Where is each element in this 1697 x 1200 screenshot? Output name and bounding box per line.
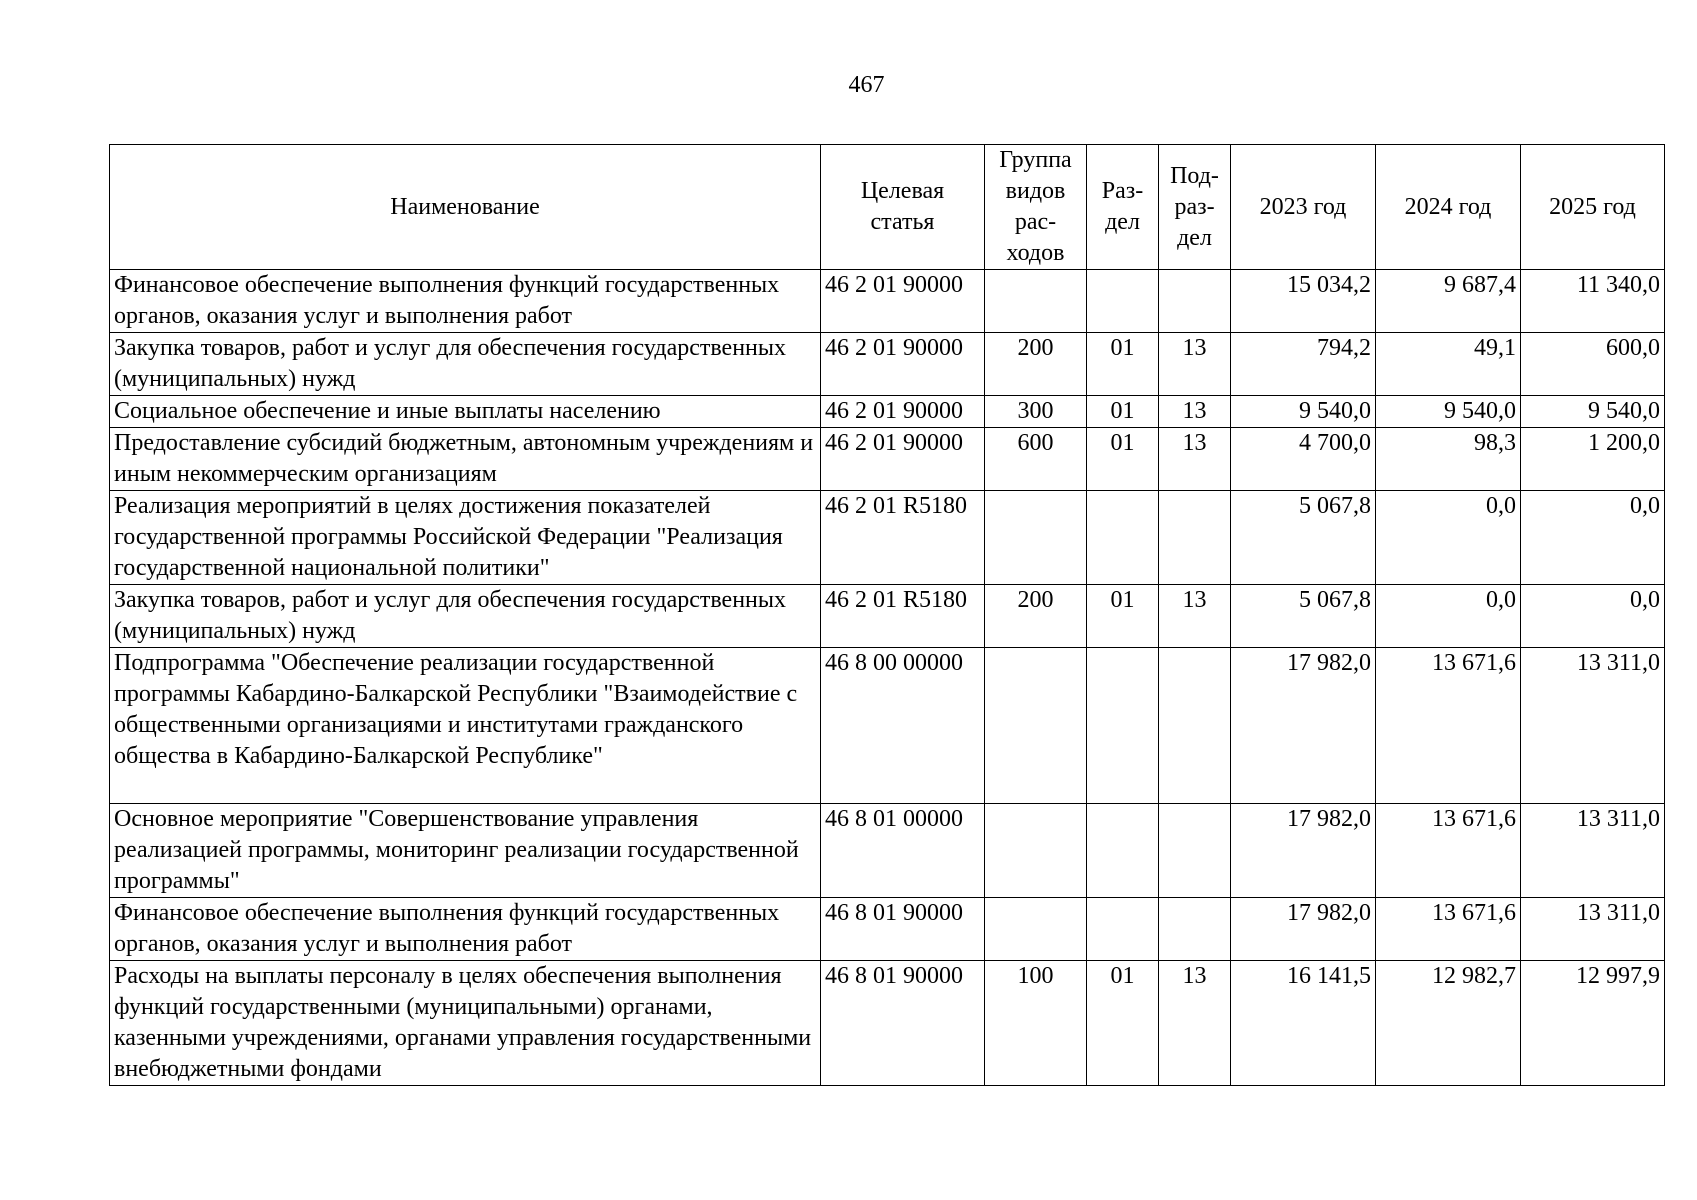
row-2025: 1 200,0 [1521,428,1665,491]
row-group [985,898,1087,961]
row-subsection [1159,648,1231,804]
row-2023: 17 982,0 [1231,648,1376,804]
row-subsection [1159,491,1231,585]
row-2024: 9 540,0 [1376,396,1521,428]
row-section [1087,898,1159,961]
row-group: 100 [985,961,1087,1086]
row-2025: 13 311,0 [1521,648,1665,804]
row-section: 01 [1087,396,1159,428]
header-expense-group: Группа видов рас- ходов [985,145,1087,270]
row-section: 01 [1087,961,1159,1086]
row-code: 46 8 00 00000 [821,648,985,804]
row-subsection: 13 [1159,428,1231,491]
row-subsection: 13 [1159,961,1231,1086]
row-name: Закупка товаров, работ и услуг для обеспечения государственных (муниципальных) нужд [110,333,821,396]
row-section: 01 [1087,585,1159,648]
row-group: 600 [985,428,1087,491]
row-group: 200 [985,333,1087,396]
table-row [110,898,1665,961]
table-row [110,585,1665,648]
row-code: 46 2 01 90000 [821,333,985,396]
row-code: 46 8 01 00000 [821,804,985,898]
row-2025: 600,0 [1521,333,1665,396]
table-row [110,270,1665,333]
row-subsection [1159,270,1231,333]
row-code: 46 2 01 R5180 [821,491,985,585]
row-subsection: 13 [1159,333,1231,396]
row-2025: 11 340,0 [1521,270,1665,333]
row-group [985,804,1087,898]
row-name: Закупка товаров, работ и услуг для обеспечения государственных (муниципальных) нужд [110,585,821,648]
row-group [985,648,1087,804]
row-name: Финансовое обеспечение выполнения функций государственных органов, оказания услуг и выполнения работ [110,898,821,961]
row-subsection [1159,804,1231,898]
row-code: 46 8 01 90000 [821,961,985,1086]
row-2024: 0,0 [1376,491,1521,585]
row-2025: 12 997,9 [1521,961,1665,1086]
row-section [1087,804,1159,898]
row-2023: 5 067,8 [1231,585,1376,648]
budget-table [109,144,1665,1086]
row-group [985,491,1087,585]
row-name: Основное мероприятие "Совершенствование управления реализацией программы, мониторинг реализации государственной программы" [110,804,821,898]
row-2023: 17 982,0 [1231,898,1376,961]
row-section: 01 [1087,333,1159,396]
row-2023: 15 034,2 [1231,270,1376,333]
row-2025: 13 311,0 [1521,898,1665,961]
row-group [985,270,1087,333]
row-name: Подпрограмма "Обеспечение реализации государственной программы Кабардино-Балкарской Республики "Взаимодействие с общественными организациями и институтами гражданского общества в Кабардино-Балкарской Республике" [110,648,821,804]
row-group: 200 [985,585,1087,648]
row-2023: 794,2 [1231,333,1376,396]
row-2024: 12 982,7 [1376,961,1521,1086]
row-name: Предоставление субсидий бюджетным, автономным учреждениям и иным некоммерческим организациям [110,428,821,491]
row-section [1087,270,1159,333]
row-2025: 13 311,0 [1521,804,1665,898]
row-2024: 9 687,4 [1376,270,1521,333]
row-name: Социальное обеспечение и иные выплаты населению [110,396,821,428]
row-code: 46 8 01 90000 [821,898,985,961]
header-name: Наименование [110,145,821,270]
row-code: 46 2 01 90000 [821,428,985,491]
row-name: Расходы на выплаты персоналу в целях обеспечения выполнения функций государственными (муниципальными) органами, казенными учреждениями, органами управления государственными внебюджетными фондами [110,961,821,1086]
table-row [110,428,1665,491]
row-code: 46 2 01 R5180 [821,585,985,648]
row-2025: 9 540,0 [1521,396,1665,428]
row-2023: 4 700,0 [1231,428,1376,491]
header-2023: 2023 год [1231,145,1376,270]
row-section: 01 [1087,428,1159,491]
row-2023: 5 067,8 [1231,491,1376,585]
row-2025: 0,0 [1521,491,1665,585]
row-2024: 49,1 [1376,333,1521,396]
row-name: Реализация мероприятий в целях достижения показателей государственной программы Российской Федерации "Реализация государственной национальной политики" [110,491,821,585]
row-2024: 13 671,6 [1376,648,1521,804]
row-subsection: 13 [1159,396,1231,428]
row-group: 300 [985,396,1087,428]
table-row [110,961,1665,1086]
header-2024: 2024 год [1376,145,1521,270]
row-2023: 9 540,0 [1231,396,1376,428]
table-row [110,648,1665,804]
row-subsection [1159,898,1231,961]
row-2024: 13 671,6 [1376,898,1521,961]
header-target-article: Целевая статья [821,145,985,270]
page-number: 467 [848,72,885,98]
row-2024: 13 671,6 [1376,804,1521,898]
row-2024: 98,3 [1376,428,1521,491]
row-section [1087,648,1159,804]
table-row [110,491,1665,585]
row-subsection: 13 [1159,585,1231,648]
row-code: 46 2 01 90000 [821,396,985,428]
header-subsection: Под- раз- дел [1159,145,1231,270]
row-2025: 0,0 [1521,585,1665,648]
row-2024: 0,0 [1376,585,1521,648]
header-row [110,145,1665,270]
row-name: Финансовое обеспечение выполнения функций государственных органов, оказания услуг и выполнения работ [110,270,821,333]
header-section: Раз- дел [1087,145,1159,270]
table-row [110,396,1665,428]
row-section [1087,491,1159,585]
row-2023: 17 982,0 [1231,804,1376,898]
row-2023: 16 141,5 [1231,961,1376,1086]
row-code: 46 2 01 90000 [821,270,985,333]
table-row [110,333,1665,396]
table-row [110,804,1665,898]
header-2025: 2025 год [1521,145,1665,270]
